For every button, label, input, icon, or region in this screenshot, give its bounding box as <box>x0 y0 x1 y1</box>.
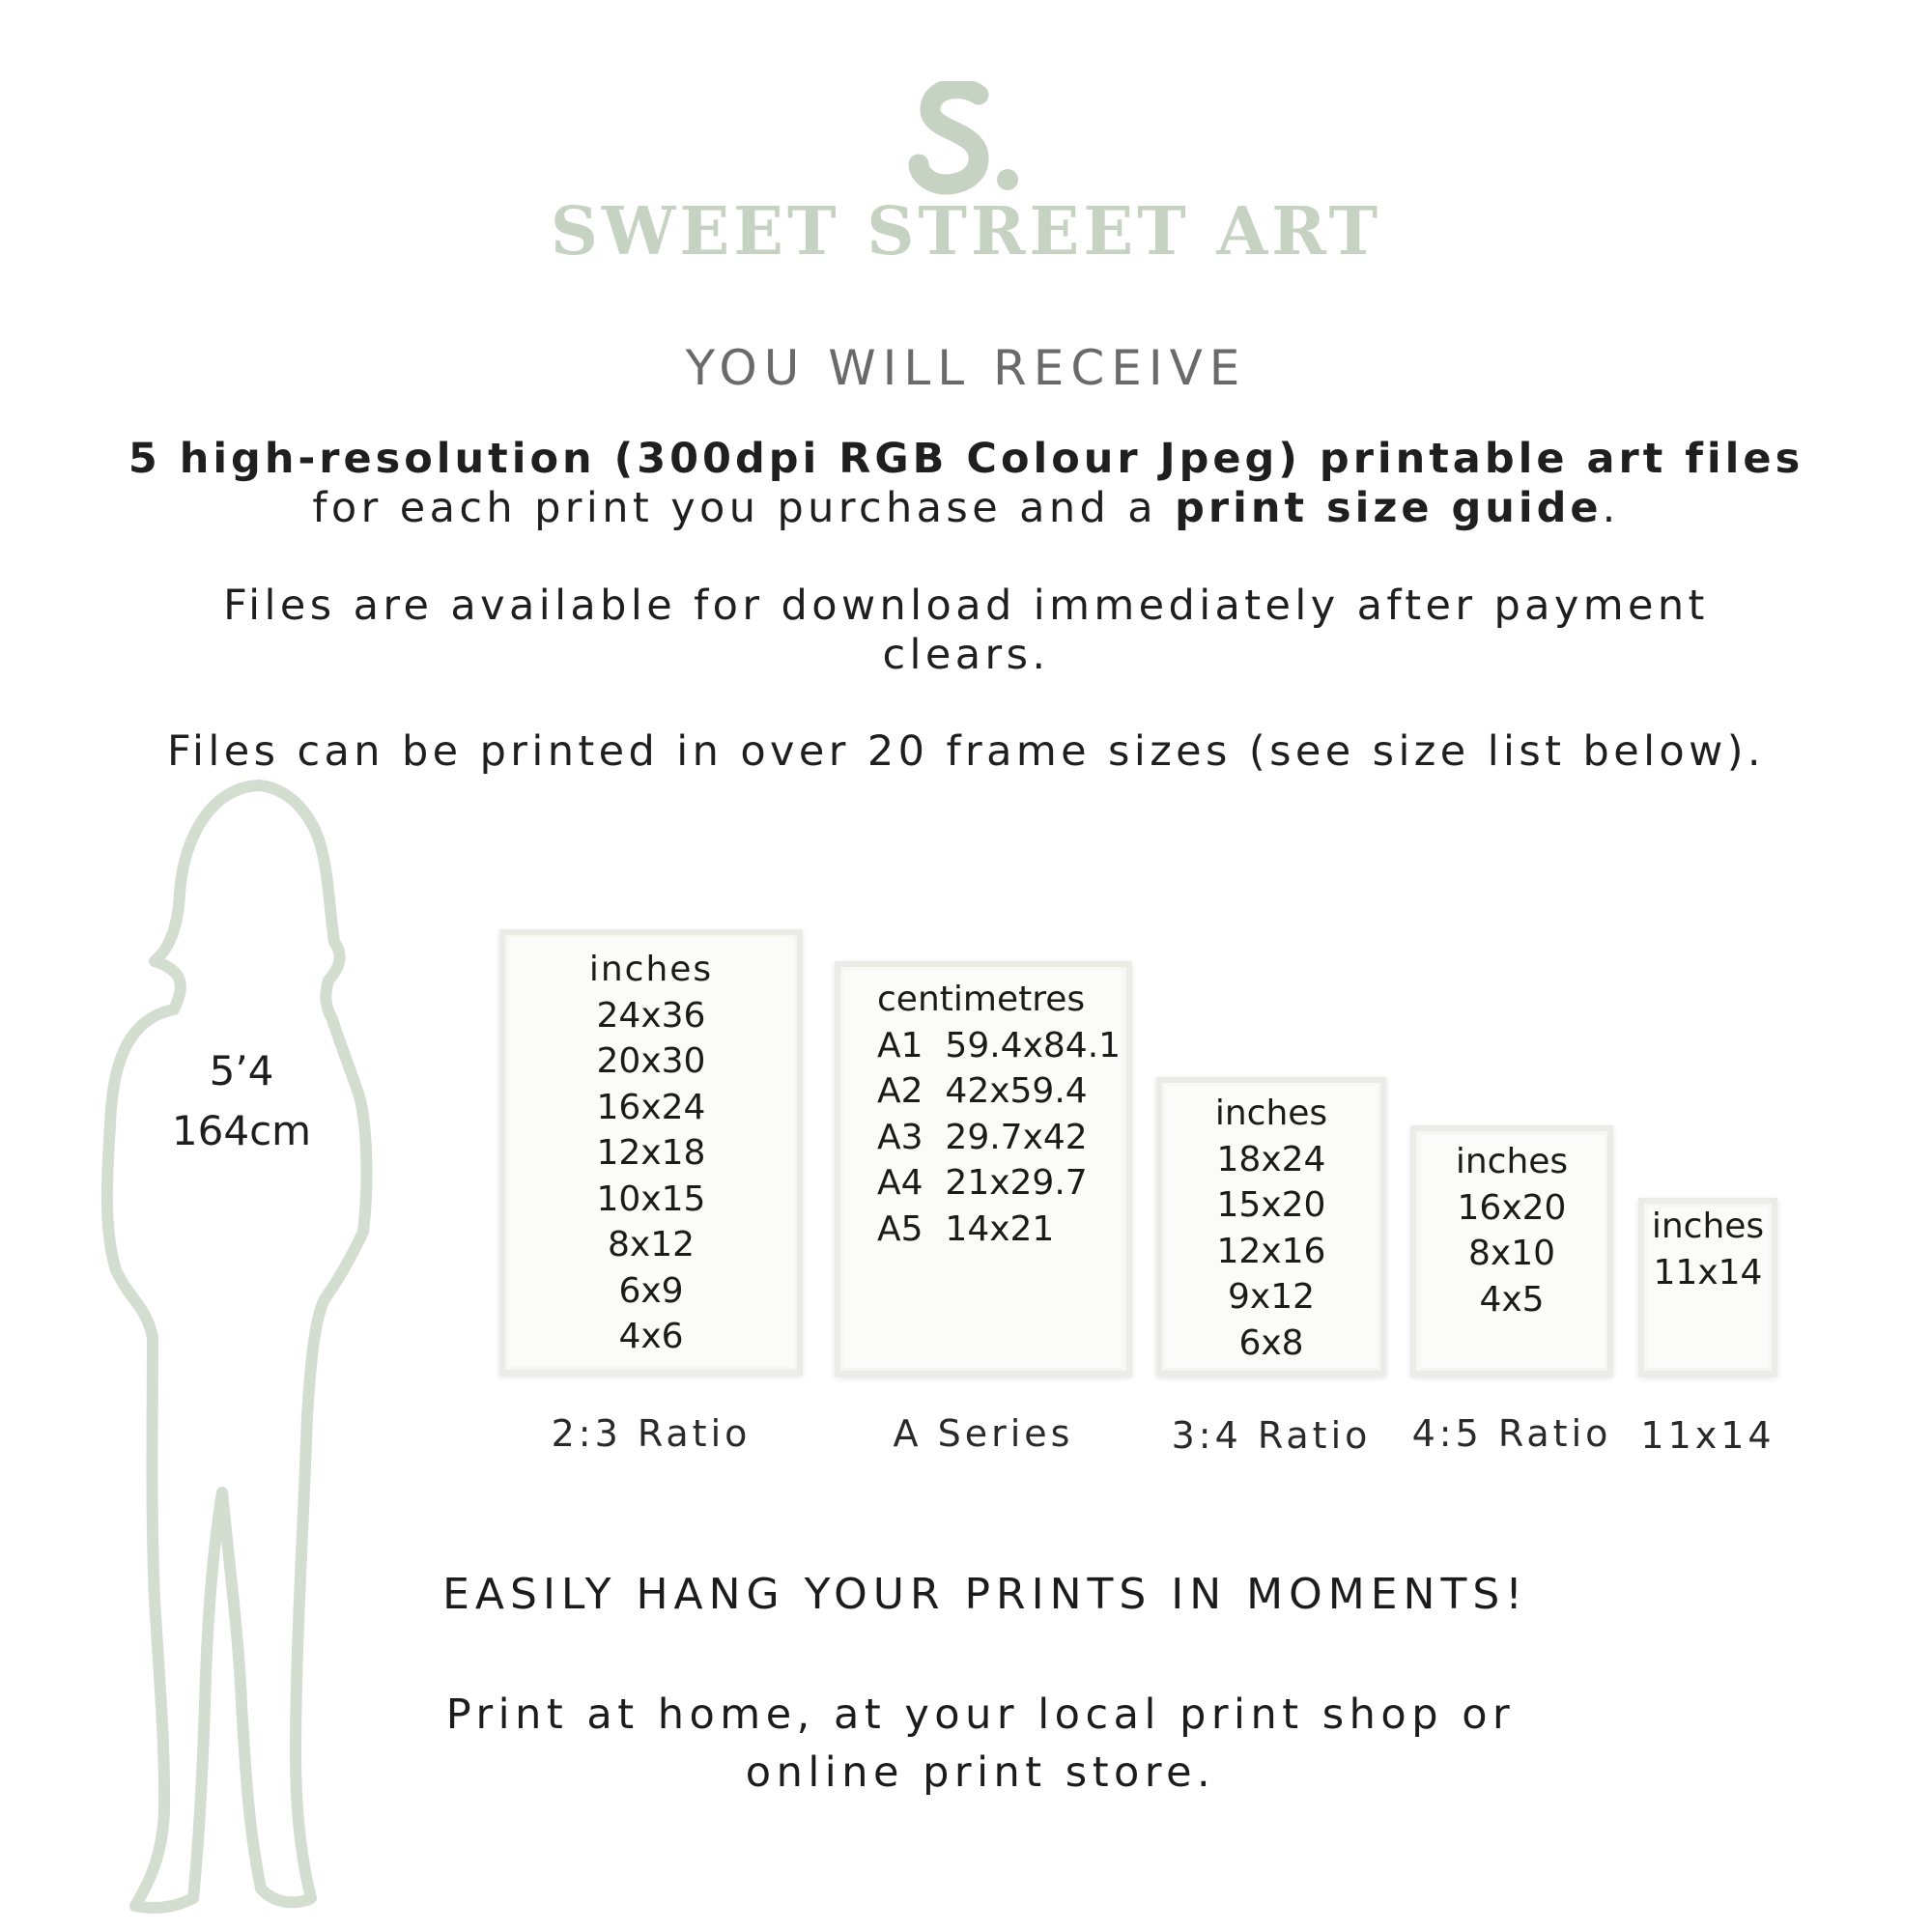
size-entry: A2 42x59.4 <box>877 1071 1088 1111</box>
figure-height-label <box>145 1041 338 1161</box>
frame-11x14-sizes <box>1644 1204 1772 1295</box>
intro-bold-files: 5 high-resolution (300dpi RGB Colour Jpeg) printable art files <box>128 435 1804 483</box>
section-heading: YOU WILL RECEIVE <box>685 340 1247 396</box>
size-entry: 18x24 <box>1216 1139 1326 1179</box>
intro-bold-guide: print size guide <box>1175 484 1603 532</box>
frame-sizes-note: Files can be printed in over 20 frame sizes (see size list below). <box>167 727 1765 776</box>
frame-a-series <box>835 961 1132 1377</box>
size-entry: A4 21x29.7 <box>877 1163 1088 1203</box>
size-entry: 20x30 <box>596 1041 706 1081</box>
intro-text-2: . <box>1602 484 1620 532</box>
frame-unit-label: inches <box>588 950 714 989</box>
size-entry: 6x8 <box>1238 1322 1304 1363</box>
height-imperial: 5’4 <box>209 1047 274 1094</box>
size-entry: 9x12 <box>1227 1277 1316 1317</box>
download-note <box>0 582 1932 680</box>
size-entry: A1 59.4x84.1 <box>877 1025 1122 1065</box>
size-entry: 12x18 <box>596 1133 706 1173</box>
brand-logo-mark <box>894 81 1038 197</box>
size-entry: 8x12 <box>607 1225 696 1264</box>
size-entry: 10x15 <box>596 1179 706 1219</box>
frame-4-5-ratio <box>1410 1125 1613 1377</box>
person-silhouette <box>97 778 415 1932</box>
frame-caption: 4:5 Ratio <box>1411 1412 1612 1455</box>
height-metric: 164cm <box>171 1107 312 1154</box>
size-entry: 15x20 <box>1216 1185 1326 1225</box>
size-entry: 12x16 <box>1216 1231 1326 1271</box>
intro-paragraph <box>0 435 1932 533</box>
frame-unit-label: inches <box>1651 1207 1765 1246</box>
frame-caption: 2:3 Ratio <box>551 1412 752 1455</box>
frame-unit-label: inches <box>1455 1142 1569 1181</box>
frame-3-4-sizes <box>1162 1091 1380 1366</box>
size-entry: 8x10 <box>1467 1234 1556 1273</box>
size-entry: 24x36 <box>596 995 706 1036</box>
frame-2-3-sizes <box>505 947 797 1360</box>
frame-unit-label: inches <box>1214 1094 1328 1133</box>
size-entry: A5 14x21 <box>877 1208 1055 1249</box>
frame-a-series-sizes <box>840 977 1126 1252</box>
frame-unit-label: centimetres <box>877 980 1086 1019</box>
size-entry: 11x14 <box>1653 1252 1763 1293</box>
intro-text-1: for each print you purchase and a <box>312 484 1176 532</box>
download-note-text: Files are available for download immediately after payment clears. <box>223 582 1709 679</box>
size-entry: 16x24 <box>596 1087 706 1127</box>
frame-11x14 <box>1638 1198 1777 1377</box>
frame-4-5-sizes <box>1416 1139 1607 1322</box>
frame-2-3-ratio <box>499 929 803 1376</box>
frame-3-4-ratio <box>1156 1077 1386 1377</box>
frame-caption: 11x14 <box>1640 1414 1776 1457</box>
size-entry: 16x20 <box>1457 1187 1567 1228</box>
print-options: Print at home, at your local print shop or online print store. <box>445 1690 1516 1797</box>
logo-s-icon <box>894 81 1038 197</box>
brand-name: SWEET STREET ART <box>550 193 1382 270</box>
size-entry: 4x6 <box>618 1317 684 1356</box>
frame-caption: A Series <box>893 1412 1074 1455</box>
frame-caption: 3:4 Ratio <box>1171 1414 1372 1457</box>
size-entry: A3 29.7x42 <box>877 1117 1088 1157</box>
size-entry: 6x9 <box>618 1270 684 1311</box>
person-outline-icon <box>97 778 415 1932</box>
size-entry: 4x5 <box>1479 1279 1545 1320</box>
hang-note: EASILY HANG YOUR PRINTS IN MOMENTS! <box>442 1570 1528 1619</box>
